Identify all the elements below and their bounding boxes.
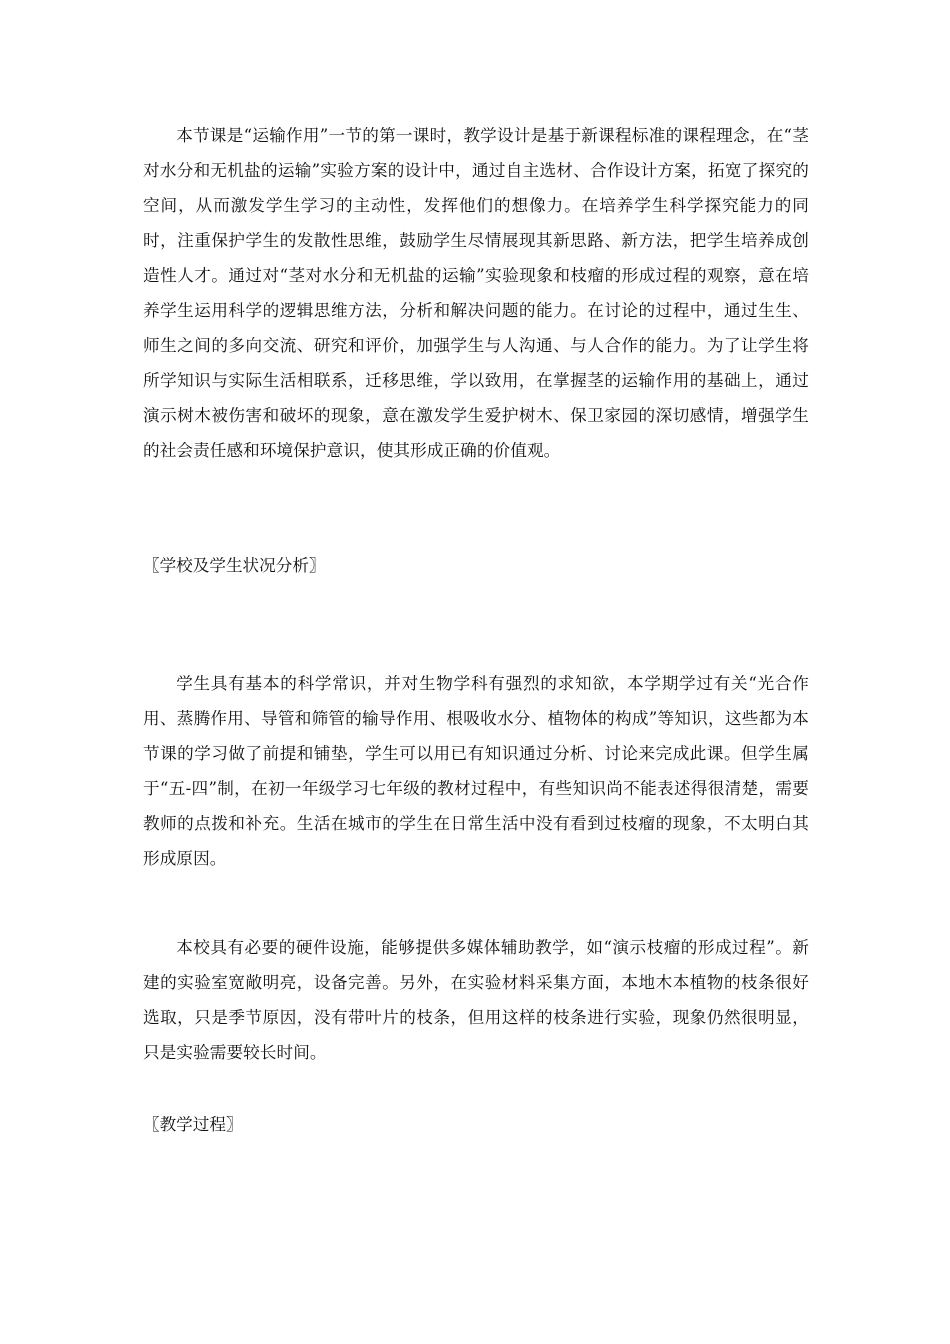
heading-school-student-analysis: 〖学校及学生状况分析〗 — [143, 556, 326, 575]
heading-teaching-process: 〖教学过程〗 — [143, 1115, 243, 1134]
paragraph-school-facilities: 本校具有必要的硬件设施，能够提供多媒体辅助教学，如“演示枝瘤的形成过程”。新建的实验室宽敞明亮，设备完善。另外，在实验材料采集方面，本地木本植物的枝条很好选取，只是季节原因，没有带叶片的枝条，但用这样的枝条进行实验，现象仍然很明显，只是实验需要较长时间。 — [143, 938, 809, 1062]
paragraph-course-design: 本节课是“运输作用”一节的第一课时，教学设计是基于新课程标准的课程理念，在“茎对水分和无机盐的运输”实验方案的设计中，通过自主选材、合作设计方案，拓宽了探究的空间，从而激发学生学习的主动性，发挥他们的想像力。在培养学生科学探究能力的同时，注重保护学生的发散性思维，鼓励学生尽情展现其新思路、新方法，把学生培养成创造性人才。通过对“茎对水分和无机盐的运输”实验现象和枝瘤的形成过程的观察，意在培养学生运用科学的逻辑思维方法，分析和解决问题的能力。在讨论的过程中，通过生生、师生之间的多向交流、研究和评价，加强学生与人沟通、与人合作的能力。为了让学生将所学知识与实际生活相联系，迁移思维，学以致用，在掌握茎的运输作用的基础上，通过演示树木被伤害和破坏的现象，意在激发学生爱护树木、保卫家园的深切感情，增强学生的社会责任感和环境保护意识，使其形成正确的价值观。 — [143, 126, 809, 460]
paragraph-student-analysis: 学生具有基本的科学常识，并对生物学科有强烈的求知欲，本学期学过有关“光合作用、蒸腾作用、导管和筛管的输导作用、根吸收水分、植物体的构成”等知识，这些都为本节课的学习做了前提和铺垫，学生可以用已有知识通过分析、讨论来完成此课。但学生属于“五-四”制，在初一年级学习七年级的教材过程中，有些知识尚不能表述得很清楚，需要教师的点拨和补充。生活在城市的学生在日常生活中没有看到过枝瘤的现象，不太明白其形成原因。 — [143, 674, 809, 868]
